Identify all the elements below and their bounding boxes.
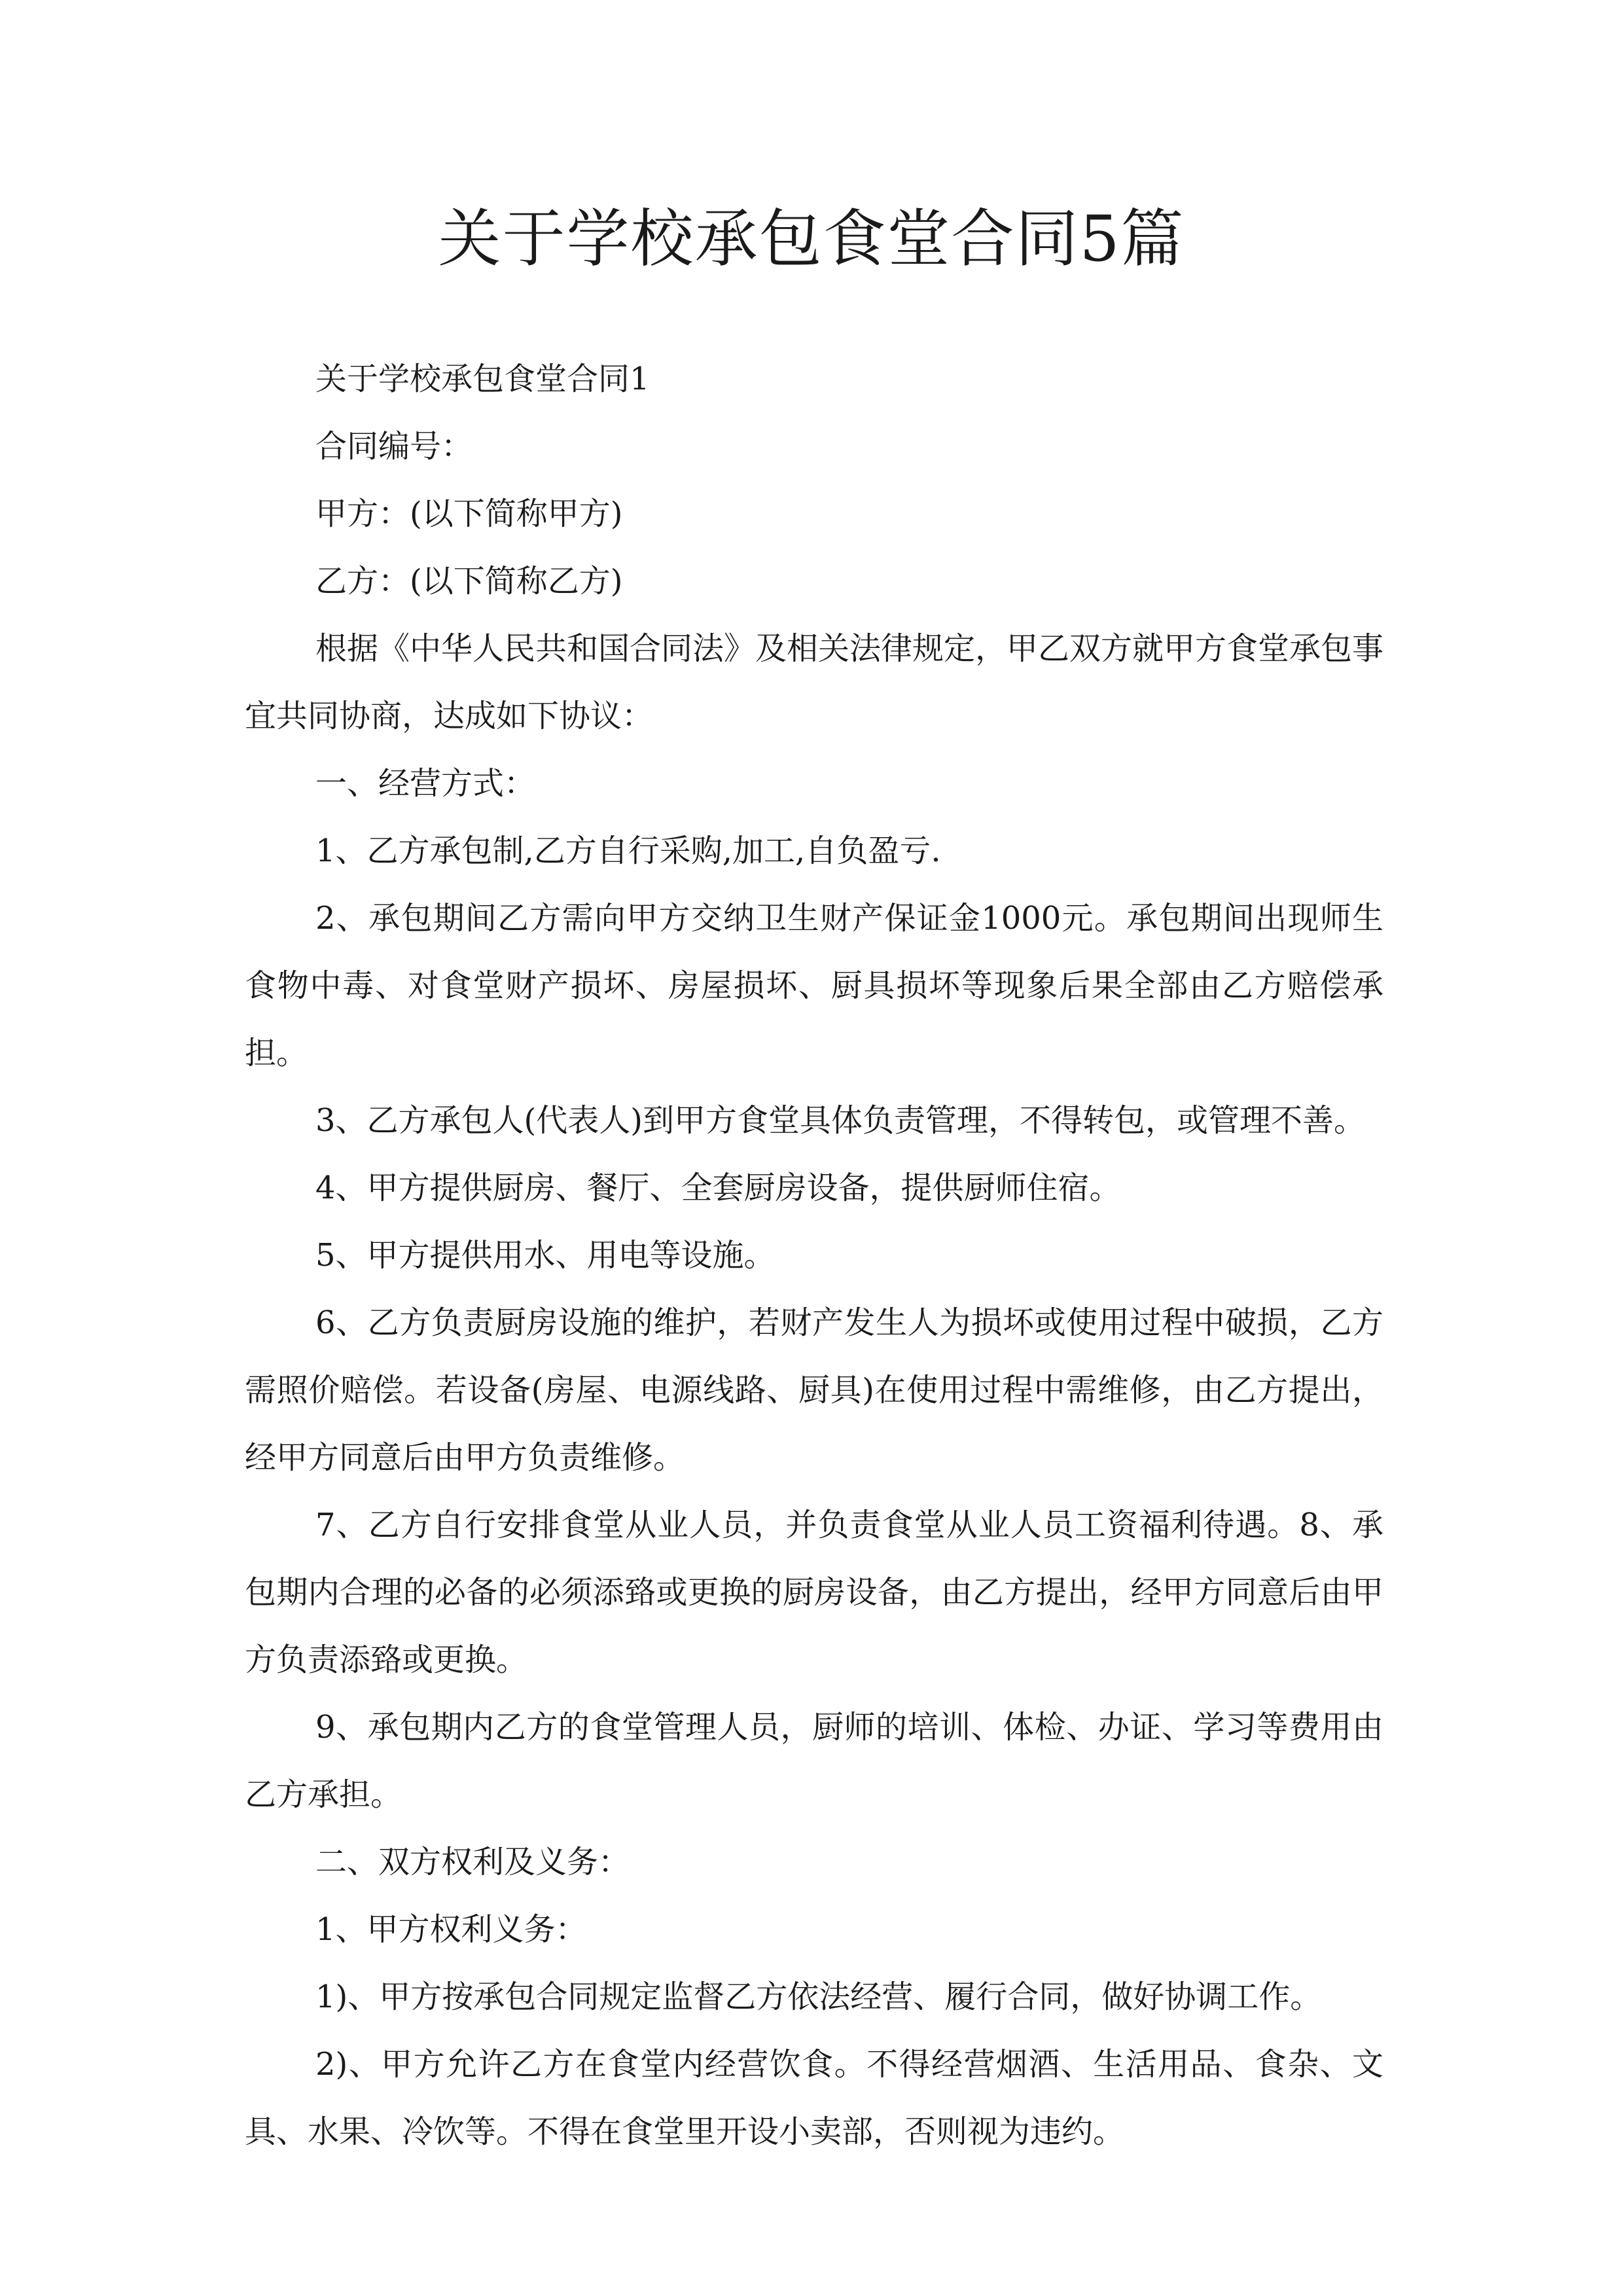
paragraph-clause-2: 2、承包期间乙方需向甲方交纳卫生财产保证金1000元。承包期间出现师生食物中毒、对食堂财产损坏、房屋损坏、厨具损坏等现象后果全部由乙方赔偿承担。 [245, 900, 1383, 1071]
paragraph-clause-9: 9、承包期内乙方的食堂管理人员，厨师的培训、体检、办证、学习等费用由乙方承担。 [245, 1709, 1383, 1813]
paragraph-preamble: 根据《中华人民共和国合同法》及相关法律规定，甲乙双方就甲方食堂承包事宜共同协商，达成如下协议： [245, 630, 1384, 734]
paragraph-clause-6: 6、乙方负责厨房设施的维护，若财产发生人为损坏或使用过程中破损，乙方需照价赔偿。若设备(房屋、电源线路、厨具)在使用过程中需维修，由乙方提出，经甲方同意后由甲方负责维修。 [245, 1304, 1383, 1476]
document-title: 关于学校承包食堂合同5篇 [438, 202, 1185, 276]
paragraph-clause-4: 4、甲方提供厨房、餐厅、全套厨房设备，提供厨师住宿。 [315, 1170, 1121, 1206]
section-heading-operation-mode: 一、经营方式： [315, 765, 536, 802]
document-body [245, 346, 1383, 2166]
paragraph-party-a-item-2: 2)、甲方允许乙方在食堂内经营饮食。不得经营烟酒、生活用品、食杂、文具、水果、冷饮等。不得在食堂里开设小卖部，否则视为违约。 [245, 2046, 1383, 2150]
paragraph-clause-1: 1、乙方承包制,乙方自行采购,加工,自负盈亏. [315, 833, 941, 869]
paragraph-clause-5: 5、甲方提供用水、用电等设施。 [315, 1237, 776, 1274]
paragraph-contract-heading: 关于学校承包食堂合同1 [315, 361, 650, 397]
subsection-heading-party-a-rights: 1、甲方权利义务： [315, 1911, 587, 1948]
paragraph-party-a-item-1: 1)、甲方按承包合同规定监督乙方依法经营、履行合同，做好协调工作。 [315, 1979, 1322, 2015]
paragraph-party-b: 乙方：(以下简称乙方) [315, 563, 623, 600]
paragraph-party-a: 甲方：(以下简称甲方) [315, 495, 623, 532]
section-heading-rights-obligations: 二、双方权利及义务： [315, 1844, 630, 1880]
paragraph-contract-number: 合同编号： [315, 428, 473, 465]
paragraph-clause-3: 3、乙方承包人(代表人)到甲方食堂具体负责管理，不得转包，或管理不善。 [315, 1102, 1365, 1139]
paragraph-clause-7-8: 7、乙方自行安排食堂从业人员，并负责食堂从业人员工资福利待遇。8、承包期内合理的必备的必须添臵或更换的厨房设备，由乙方提出，经甲方同意后由甲方负责添臵或更换。 [245, 1507, 1383, 1678]
